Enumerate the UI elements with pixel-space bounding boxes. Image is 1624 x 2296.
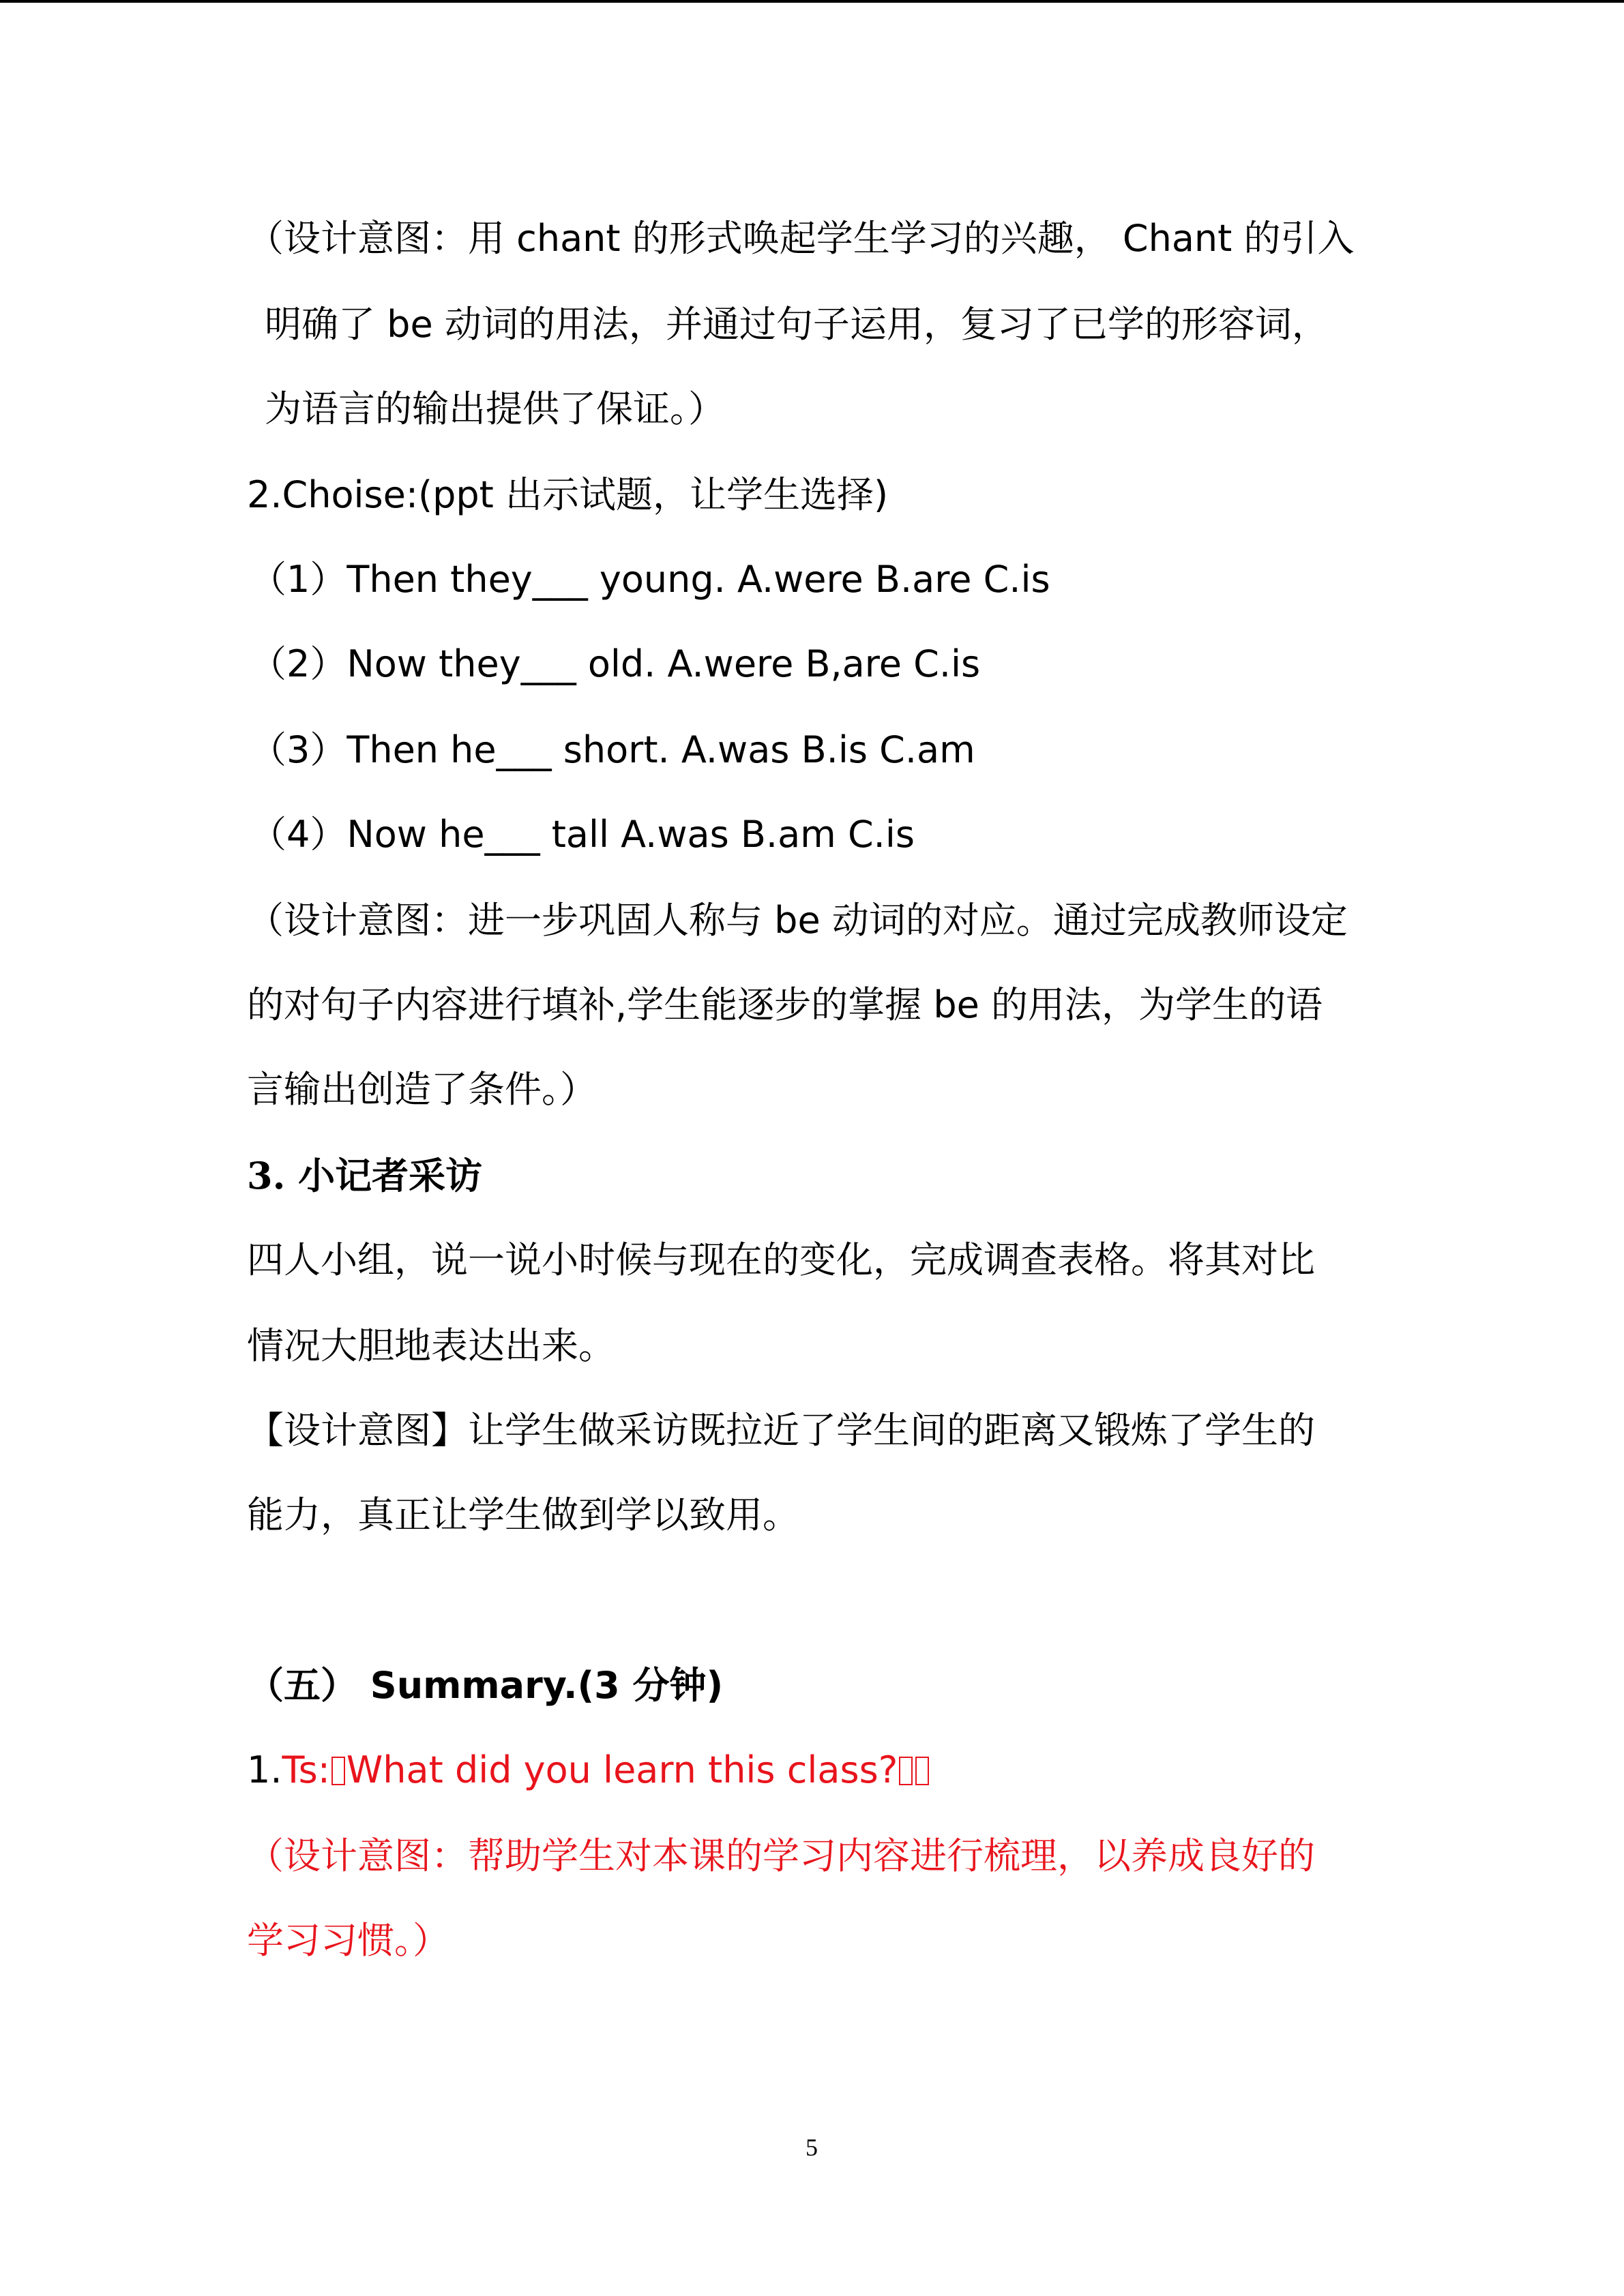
choice-question-3: （3）Then he___ short. A.was B.is C.am <box>250 728 975 771</box>
missing-glyph-box <box>331 1757 345 1785</box>
design-intent-paragraph-3-line-2: 能力，真正让学生做到学以致用。 <box>247 1493 799 1536</box>
missing-glyph-box <box>899 1757 913 1785</box>
reporter-interview-heading: 3. 小记者采访 <box>247 1154 483 1197</box>
summary-heading: （五） Summary.(3 分钟) <box>247 1664 724 1707</box>
choice-question-1: （1）Then they___ young. A.were B.are C.is <box>250 558 1050 601</box>
missing-glyph-box <box>915 1757 929 1785</box>
design-intent-paragraph-1-line-2: 明确了 be 动词的用法，并通过句子运用，复习了已学的形容词， <box>265 303 1329 346</box>
summary-item-1 <box>247 1746 930 1795</box>
design-intent-paragraph-3-line-1: 【设计意图】让学生做采访既拉近了学生间的距离又锻炼了学生的 <box>247 1409 1315 1452</box>
summary-item-question: What did you learn this class? <box>346 1748 898 1791</box>
design-intent-paragraph-4-line-1: （设计意图：帮助学生对本课的学习内容进行梳理，以养成良好的 <box>247 1834 1315 1877</box>
summary-item-number: 1. <box>247 1748 282 1791</box>
choice-question-2: （2）Now they___ old. A.were B,are C.is <box>250 642 981 685</box>
choice-heading: 2.Choise:(ppt 出示试题，让学生选择) <box>247 473 889 516</box>
group-activity-line-2: 情况大胆地表达出来。 <box>247 1324 615 1367</box>
page-top-border <box>0 0 1624 3</box>
design-intent-paragraph-1-line-3: 为语言的输出提供了保证。） <box>265 387 725 430</box>
design-intent-paragraph-2-line-1: （设计意图：进一步巩固人称与 be 动词的对应。通过完成教师设定 <box>247 899 1348 942</box>
design-intent-paragraph-4-line-2: 学习习惯。） <box>247 1919 449 1962</box>
design-intent-paragraph-2-line-3: 言输出创造了条件。） <box>247 1068 597 1111</box>
group-activity-line-1: 四人小组，说一说小时候与现在的变化，完成调查表格。将其对比 <box>247 1238 1315 1281</box>
design-intent-paragraph-2-line-2: 的对句子内容进行填补,学生能逐步的掌握 be 的用法，为学生的语 <box>247 983 1323 1026</box>
choice-question-4: （4）Now he___ tall A.was B.am C.is <box>250 813 915 856</box>
summary-item-speaker: Ts: <box>282 1748 330 1791</box>
page-number: 5 <box>806 2134 818 2161</box>
design-intent-paragraph-1-line-1: （设计意图：用 chant 的形式唤起学生学习的兴趣， Chant 的引入 <box>247 217 1355 260</box>
